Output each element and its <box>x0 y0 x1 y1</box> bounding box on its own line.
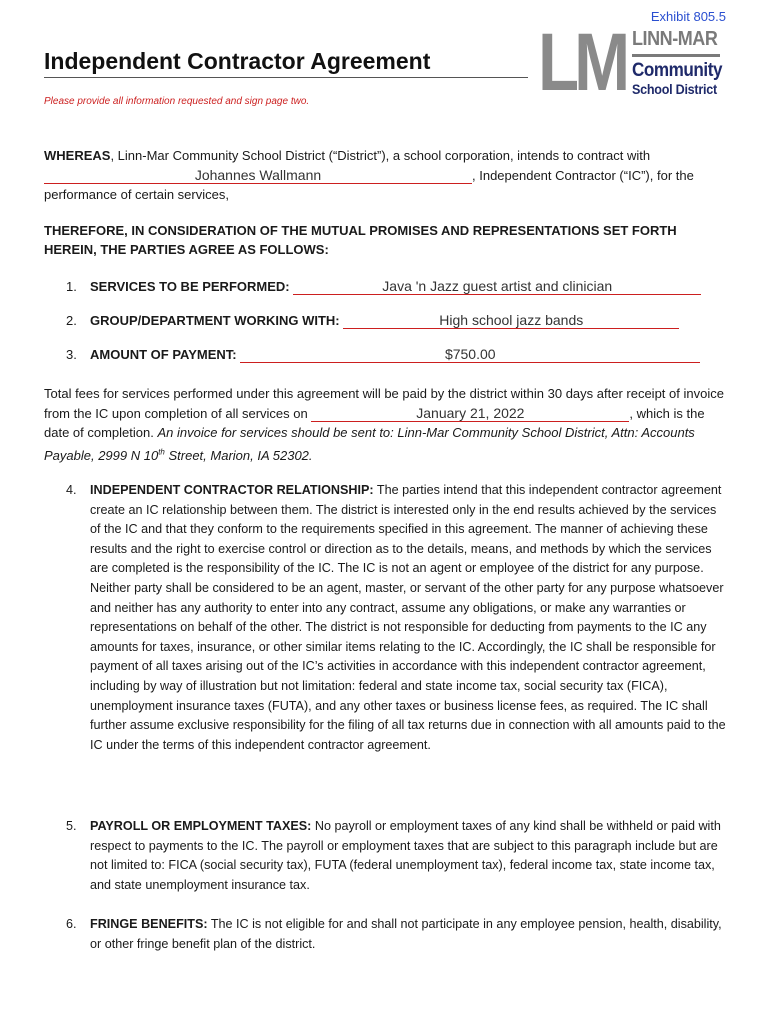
section-text: The IC is not eligible for and shall not participate in any employee pension, health, disability, or other fringe benefit plan of the district. <box>90 917 722 951</box>
contractor-name-field[interactable]: Johannes Wallmann <box>44 168 472 184</box>
section-number: 6. <box>66 917 77 931</box>
section-text: The parties intend that this independent contractor agreement create an IC relationship between them. The district is interested only in the end results achieved by the services of the IC and that they conform to the requirements specified in this agreement. The manner of achieving these results and the right to exercise control or direction as to the details, means, and methods by which the services are completed is the responsibility of the IC. The IC is not an agent or employee of the district for any purpose. Neither party shall be considered to be an agent, master, or servant of the other party for any purpose whatsoever and neither has any authority to enter into any contract, assume any obligations, or make any warranties or representations on behalf of the other. The district is not responsible for deducting from payments to the IC any amounts for taxes, insurance, or other similar items relating to the IC. Accordingly, the IC shall be responsible for payment of all taxes arising out of the IC’s activities in accordance with this independent contractor agreement, including by way of illustration but not limitation: federal and state income tax, social security tax (FICA), unemployment insurance taxes (FUTA), and any other taxes or business license fees, as required. The IC shall further assume exclusive responsibility for the filing of all tax returns due in connection with all amounts paid to the IC under the terms of this independent contractor agreement. <box>90 483 726 752</box>
logo-community-text: Community <box>632 60 722 81</box>
fees-text-1: Total fees for services performed under this agreement will be paid by the district within 30 days after receipt of invoice from the IC upon completion of all services on <box>44 386 724 421</box>
logo-divider <box>632 54 720 57</box>
section-label: INDEPENDENT CONTRACTOR RELATIONSHIP: <box>90 483 374 497</box>
logo-school-district-text: School District <box>632 81 717 97</box>
logo-mark: LM <box>538 17 626 108</box>
document-title: Independent Contractor Agreement <box>44 48 431 74</box>
section-fringe-benefits <box>66 915 728 954</box>
fees-text-2: , <box>629 405 633 421</box>
invoice-address-part-2: Street, Marion, IA 52302. <box>164 447 313 463</box>
section-label: FRINGE BENEFITS: <box>90 917 208 931</box>
item-amount <box>66 345 716 364</box>
whereas-text-1: , Linn-Mar Community School District (“District”), a school corporation, intends to contract with <box>110 148 651 163</box>
section-text: No payroll or employment taxes of any kind shall be withheld or paid with respect to payments to the IC. The payroll or employment taxes that are subject to this paragraph include but are not limited to: FICA (social security tax), FUTA (federal unemployment tax), federal income tax, state income tax, and state unemployment insurance tax. <box>90 819 721 892</box>
invoice-superscript: th <box>158 447 165 457</box>
linn-mar-logo <box>538 17 728 108</box>
section-number: 5. <box>66 819 77 833</box>
section-number: 4. <box>66 483 77 497</box>
amount-field[interactable]: $750.00 <box>240 347 700 363</box>
item-number: 1. <box>66 279 77 294</box>
item-label: SERVICES TO BE PERFORMED: <box>90 279 290 294</box>
item-services <box>66 277 716 296</box>
title-underline <box>44 77 528 78</box>
therefore-clause: THEREFORE, IN CONSIDERATION OF THE MUTUAL PROMISES AND REPRESENTATIONS SET FORTH HEREIN, THE PARTIES AGREE AS FOLLOWS: <box>44 223 677 257</box>
section-independent-contractor-relationship <box>66 481 728 755</box>
exhibit-number: Exhibit 805.5 <box>650 9 726 24</box>
whereas-paragraph <box>44 146 726 205</box>
item-label: GROUP/DEPARTMENT WORKING WITH: <box>90 313 340 328</box>
group-department-field[interactable]: High school jazz bands <box>343 313 679 329</box>
item-group-department <box>66 311 716 330</box>
whereas-text-2: , Independent Contractor (“IC”), for the <box>472 167 694 183</box>
services-field[interactable]: Java 'n Jazz guest artist and clinician <box>293 279 701 295</box>
invoice-address-part-1: An invoice for services should be sent to: Linn-Mar Community School District, Attn: Accounts Payable, 2999 N 10 <box>44 425 695 463</box>
section-payroll-taxes <box>66 817 728 895</box>
item-label: AMOUNT OF PAYMENT: <box>90 347 237 362</box>
item-number: 2. <box>66 313 77 328</box>
fees-paragraph <box>44 384 730 465</box>
instruction-note: Please provide all information requested and sign page two. <box>44 96 310 107</box>
completion-date-field[interactable]: January 21, 2022 <box>311 406 629 422</box>
logo-linn-mar-text: LINN-MAR <box>632 28 718 50</box>
item-number: 3. <box>66 347 77 362</box>
section-label: PAYROLL OR EMPLOYMENT TAXES: <box>90 819 312 833</box>
whereas-text-3: performance of certain services, <box>44 187 229 202</box>
whereas-label: WHEREAS <box>44 148 111 163</box>
fees-text-3: which is the date of completion. <box>44 405 705 440</box>
